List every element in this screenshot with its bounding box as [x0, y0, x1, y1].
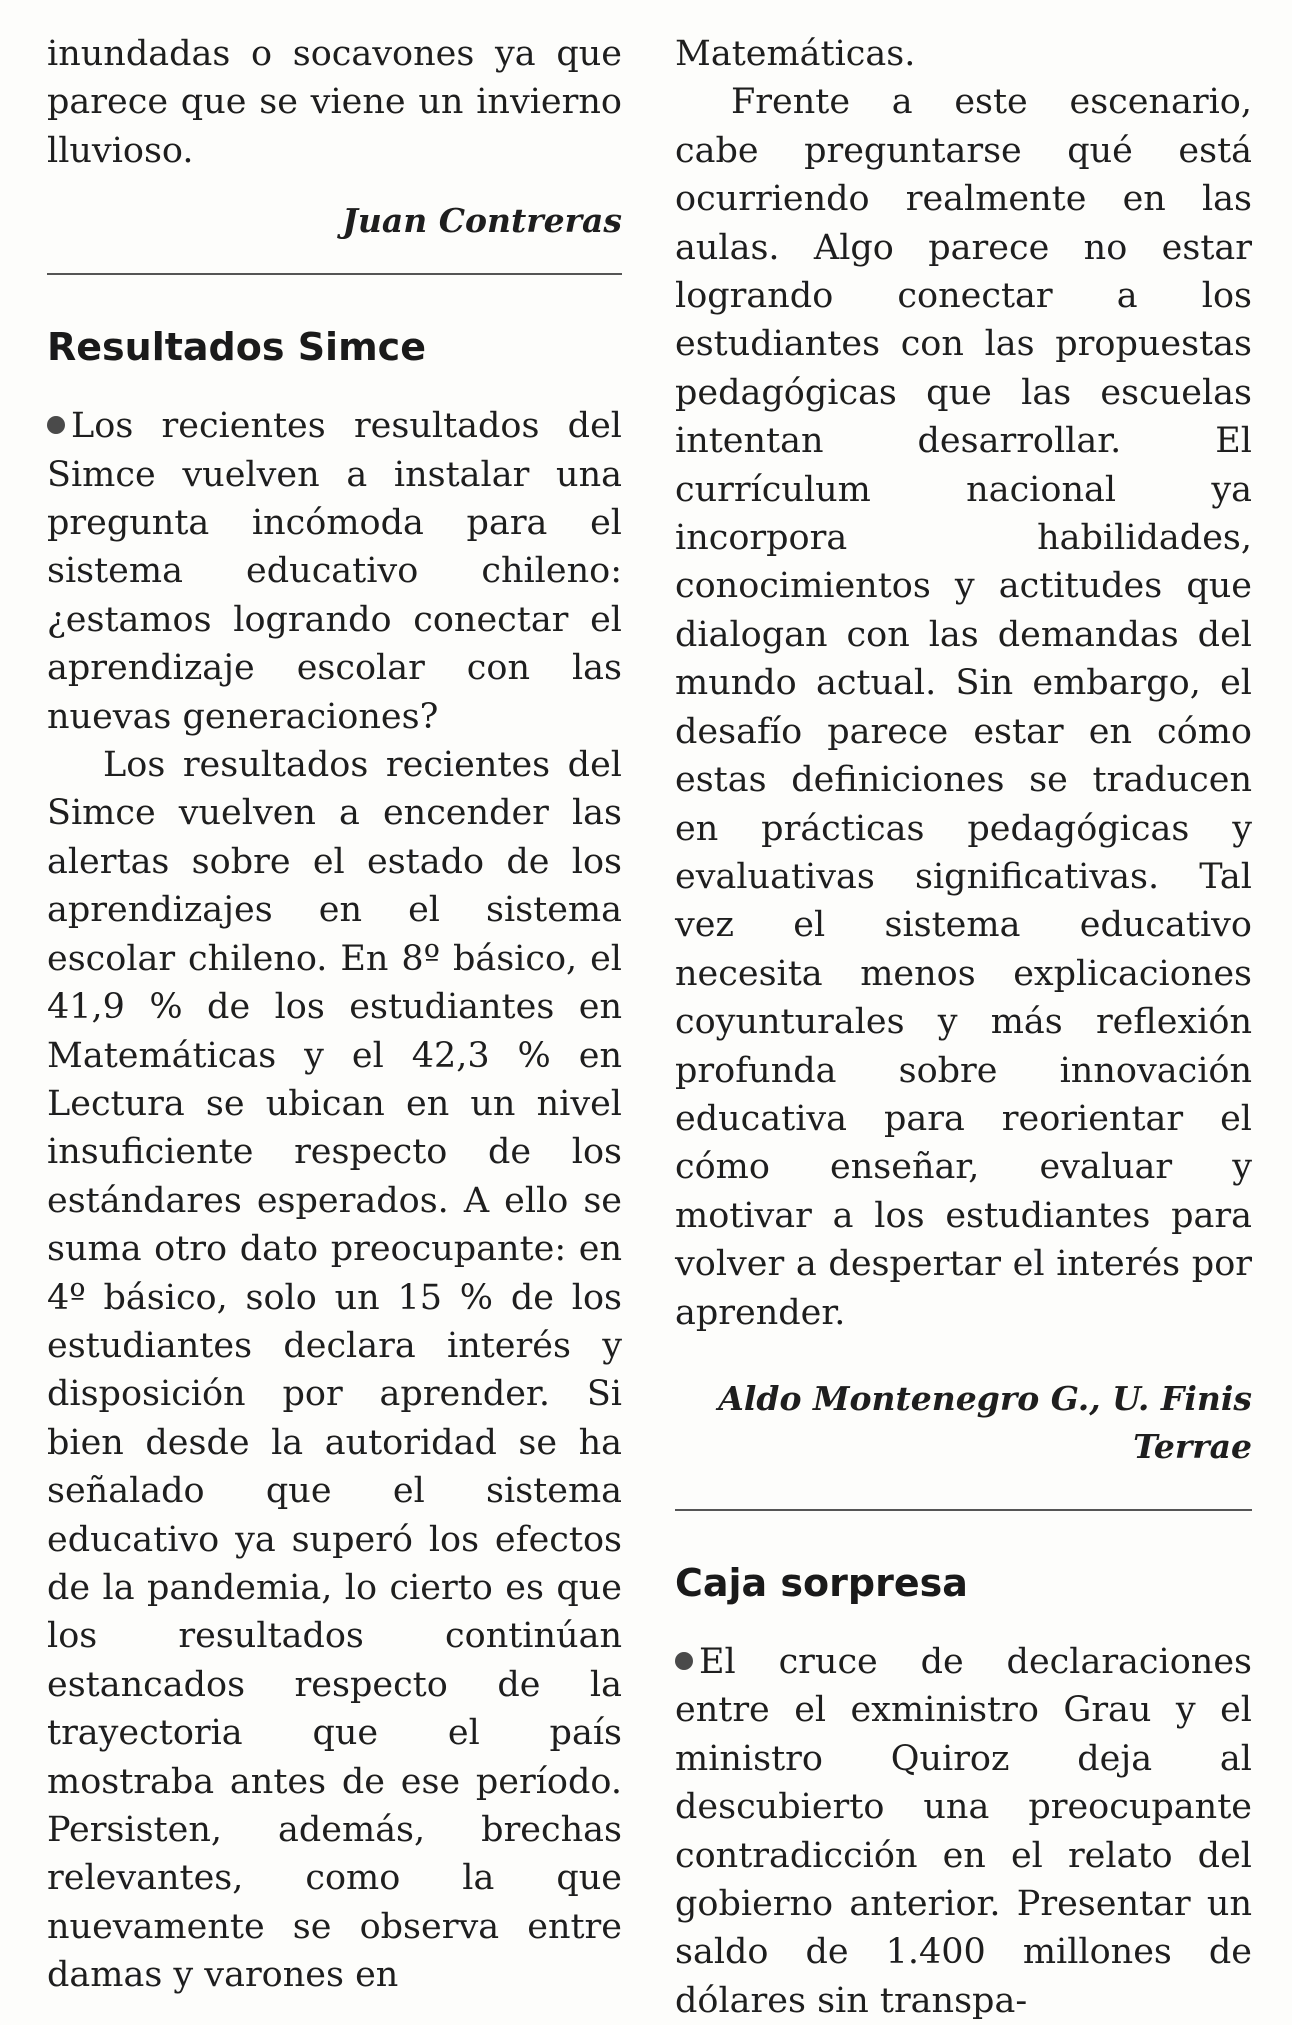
continued-letter-text: inundadas o socavones ya que parece que se viene un invierno lluvioso.: [47, 34, 622, 171]
bullet-icon: [675, 1652, 693, 1670]
section-divider: [675, 1509, 1252, 1511]
letter-signature: Aldo Montenegro G., U. Finis Terrae: [718, 1378, 1252, 1466]
continued-word: Matemáticas.: [675, 34, 916, 74]
letter-body: Los resultados recientes del Simce vuelven a encender las alertas sobre el estado de los aprendizajes en el sistema escolar chileno. En 8º básico, el 41,9 % de los estudiantes en Matemáticas y el 42,3 % en Lectura se ubican en un nivel insuficiente respecto de los estándares esperados. A ello se suma otro dato preocupante: en 4º básico, solo un 15 % de los estudiantes declara interés y disposición por aprender. Si bien desde la autoridad se ha señalado que el sistema educativo ya superó los efectos de la pandemia, lo cierto es que los resultados continúan estancados respecto de la trayectoria que el país mostraba antes de ese período. Persisten, además, brechas relevantes, como la que nuevamente se observa entre damas y varones en: [47, 745, 622, 1996]
bullet-icon: [47, 416, 65, 434]
letter-signature: Juan Contreras: [342, 201, 622, 241]
letter-lead: El cruce de declaraciones entre el exministro Grau y el ministro Quiroz deja al descubierto una preocupante contradicción en el relato del gobierno anterior. Presentar un saldo de 1.400 millones de dólares sin transpa-: [675, 1641, 1252, 2021]
left-column: [47, 30, 622, 2000]
section-title: Resultados Simce: [47, 325, 426, 370]
section-divider: [47, 273, 622, 275]
letter-lead: Los recientes resultados del Simce vuelven a instalar una pregunta incómoda para el sistema educativo chileno: ¿estamos logrando conectar el aprendizaje escolar con las nuevas generaciones?: [47, 406, 622, 737]
section-title: Caja sorpresa: [675, 1560, 968, 1605]
letter-body: Frente a este escenario, cabe preguntarse qué está ocurriendo realmente en las aulas. Algo parece no estar logrando conectar a los estudiantes con las propuestas pedagógicas que las escuelas intentan desarrollar. El currículum nacional ya incorpora habilidades, conocimientos y actitudes que dialogan con las demandas del mundo actual. Sin embargo, el desafío parece estar en cómo estas definiciones se traducen en prácticas pedagógicas y evaluativas significativas. Tal vez el sistema educativo necesita menos explicaciones coyunturales y más reflexión profunda sobre innovación educativa para reorientar el cómo enseñar, evaluar y motivar a los estudiantes para volver a despertar el interés por aprender.: [675, 82, 1252, 1333]
right-column: [675, 30, 1252, 2025]
